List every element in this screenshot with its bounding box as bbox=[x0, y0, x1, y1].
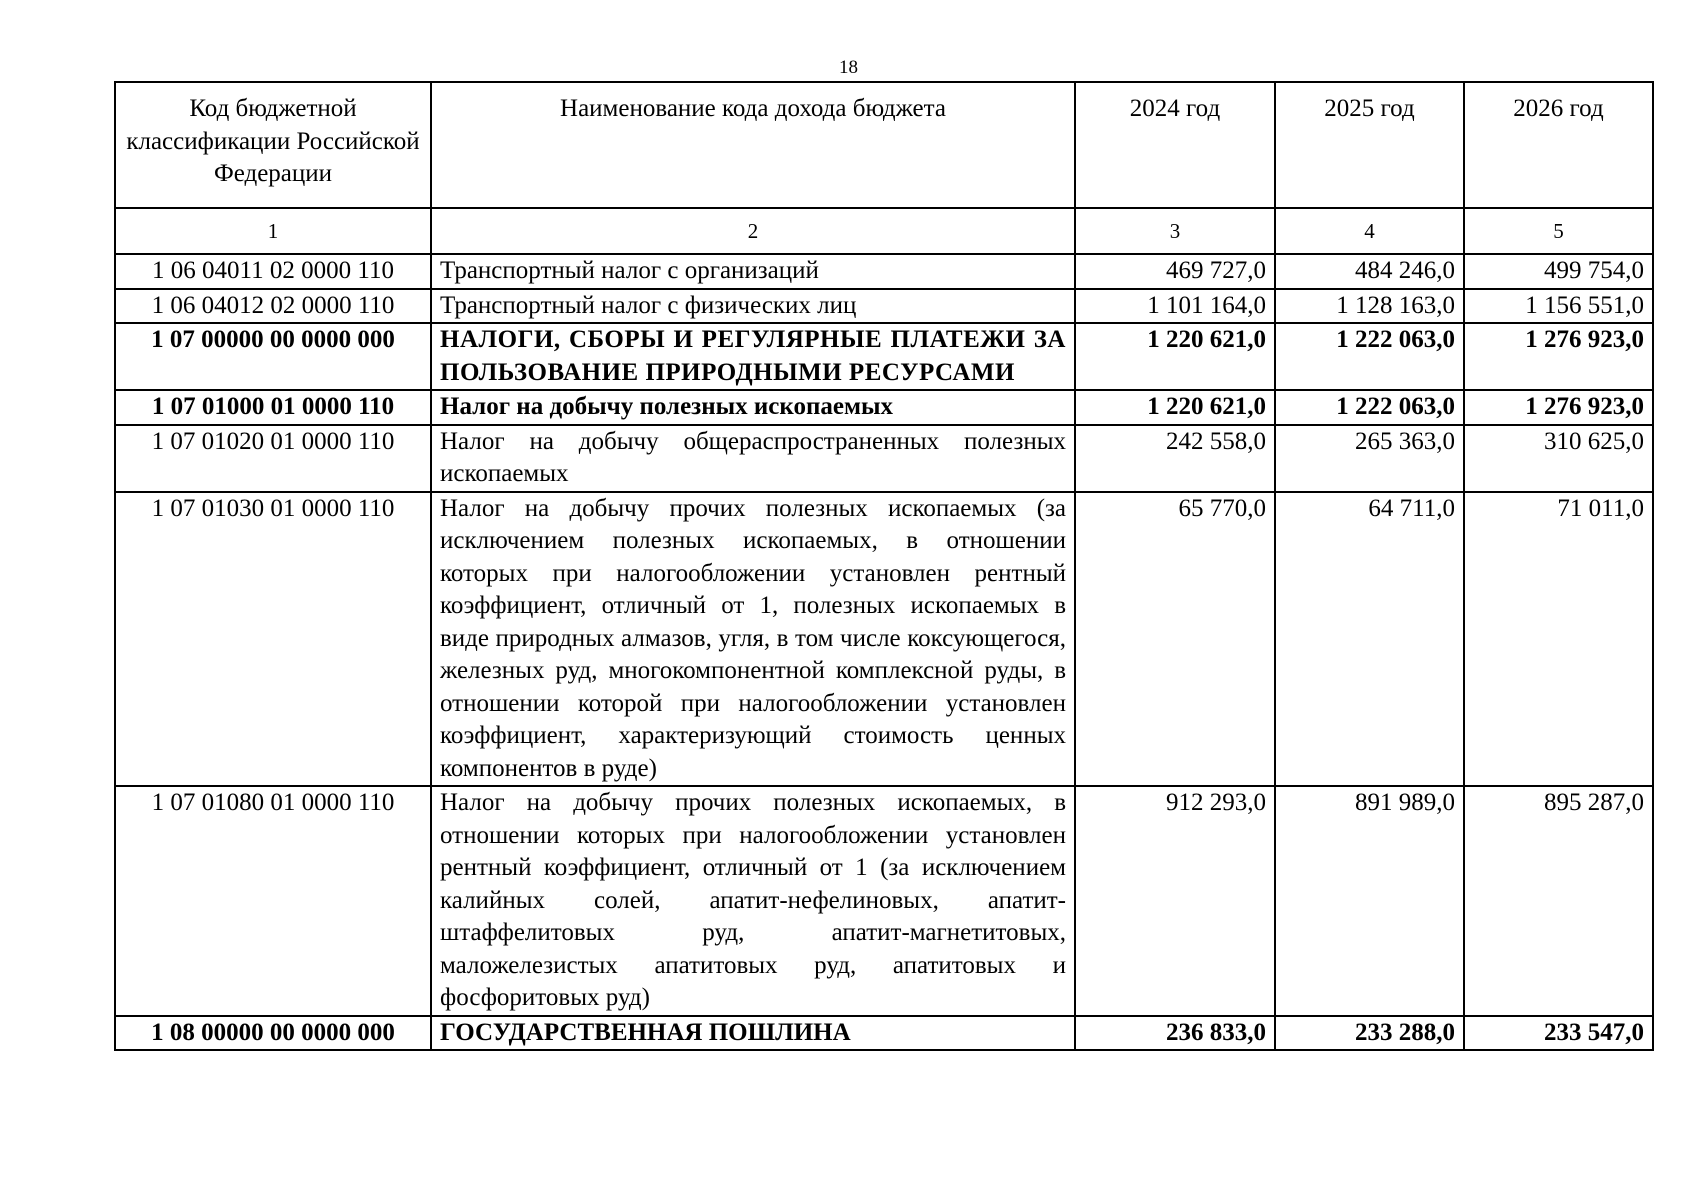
column-number: 1 bbox=[115, 208, 431, 254]
value-2024: 1 220 621,0 bbox=[1075, 390, 1275, 425]
budget-code: 1 07 01030 01 0000 110 bbox=[115, 492, 431, 787]
budget-code: 1 06 04011 02 0000 110 bbox=[115, 254, 431, 289]
value-2025: 1 222 063,0 bbox=[1275, 323, 1464, 390]
revenue-name: Налог на добычу прочих полезных ископаемых (за исключением полезных ископаемых, в отношении которых при налогообложении установлен рентный коэффициент, отличный от 1, полезных ископаемых в виде природных алмазов, угля, в том числе коксующегося, железных руд, многокомпонентной комплексной руды, в отношении которой при налогообложении установлен коэффициент, характеризующий стоимость ценных компонентов в руде) bbox=[431, 492, 1075, 787]
revenue-name: НАЛОГИ, СБОРЫ И РЕГУЛЯРНЫЕ ПЛАТЕЖИ ЗА ПОЛЬЗОВАНИЕ ПРИРОДНЫМИ РЕСУРСАМИ bbox=[431, 323, 1075, 390]
table-header-row bbox=[115, 82, 1653, 208]
table-row-subsection bbox=[115, 390, 1653, 425]
value-2026: 310 625,0 bbox=[1464, 425, 1653, 492]
revenue-name: ГОСУДАРСТВЕННАЯ ПОШЛИНА bbox=[431, 1016, 1075, 1051]
value-2024: 1 101 164,0 bbox=[1075, 289, 1275, 324]
column-number-row bbox=[115, 208, 1653, 254]
value-2024: 65 770,0 bbox=[1075, 492, 1275, 787]
revenue-name: Налог на добычу полезных ископаемых bbox=[431, 390, 1075, 425]
table-row bbox=[115, 492, 1653, 787]
table-row bbox=[115, 254, 1653, 289]
table-row bbox=[115, 786, 1653, 1016]
revenue-name: Транспортный налог с физических лиц bbox=[431, 289, 1075, 324]
budget-code: 1 07 00000 00 0000 000 bbox=[115, 323, 431, 390]
column-number: 2 bbox=[431, 208, 1075, 254]
value-2026: 233 547,0 bbox=[1464, 1016, 1653, 1051]
budget-code: 1 07 01020 01 0000 110 bbox=[115, 425, 431, 492]
budget-revenue-table bbox=[114, 81, 1654, 1051]
header-budget-code: Код бюджетной классификации Российской Федерации bbox=[115, 82, 431, 208]
budget-code: 1 07 01080 01 0000 110 bbox=[115, 786, 431, 1016]
column-number: 5 bbox=[1464, 208, 1653, 254]
column-number: 4 bbox=[1275, 208, 1464, 254]
value-2026: 1 156 551,0 bbox=[1464, 289, 1653, 324]
value-2025: 891 989,0 bbox=[1275, 786, 1464, 1016]
revenue-name: Налог на добычу общераспространенных полезных ископаемых bbox=[431, 425, 1075, 492]
column-number: 3 bbox=[1075, 208, 1275, 254]
header-revenue-name: Наименование кода дохода бюджета bbox=[431, 82, 1075, 208]
value-2025: 233 288,0 bbox=[1275, 1016, 1464, 1051]
value-2026: 1 276 923,0 bbox=[1464, 390, 1653, 425]
value-2024: 242 558,0 bbox=[1075, 425, 1275, 492]
revenue-name: Налог на добычу прочих полезных ископаемых, в отношении которых при налогообложении установлен рентный коэффициент, отличный от 1 (за исключением калийных солей, апатит-нефелиновых, апатит-штаффелитовых руд, апатит-магнетитовых, маложелезистых апатитовых руд, апатитовых и фосфоритовых руд) bbox=[431, 786, 1075, 1016]
budget-code: 1 06 04012 02 0000 110 bbox=[115, 289, 431, 324]
value-2024: 236 833,0 bbox=[1075, 1016, 1275, 1051]
value-2024: 912 293,0 bbox=[1075, 786, 1275, 1016]
table-row-section bbox=[115, 323, 1653, 390]
header-year-2024: 2024 год bbox=[1075, 82, 1275, 208]
value-2026: 895 287,0 bbox=[1464, 786, 1653, 1016]
header-year-2025: 2025 год bbox=[1275, 82, 1464, 208]
value-2024: 1 220 621,0 bbox=[1075, 323, 1275, 390]
table-row bbox=[115, 425, 1653, 492]
revenue-name: Транспортный налог с организаций bbox=[431, 254, 1075, 289]
value-2025: 64 711,0 bbox=[1275, 492, 1464, 787]
value-2026: 1 276 923,0 bbox=[1464, 323, 1653, 390]
table-row bbox=[115, 289, 1653, 324]
header-year-2026: 2026 год bbox=[1464, 82, 1653, 208]
value-2025: 484 246,0 bbox=[1275, 254, 1464, 289]
value-2025: 1 128 163,0 bbox=[1275, 289, 1464, 324]
value-2026: 71 011,0 bbox=[1464, 492, 1653, 787]
budget-code: 1 07 01000 01 0000 110 bbox=[115, 390, 431, 425]
table-row-section bbox=[115, 1016, 1653, 1051]
page-number: 18 bbox=[839, 57, 858, 78]
value-2025: 1 222 063,0 bbox=[1275, 390, 1464, 425]
budget-code: 1 08 00000 00 0000 000 bbox=[115, 1016, 431, 1051]
value-2025: 265 363,0 bbox=[1275, 425, 1464, 492]
value-2024: 469 727,0 bbox=[1075, 254, 1275, 289]
value-2026: 499 754,0 bbox=[1464, 254, 1653, 289]
